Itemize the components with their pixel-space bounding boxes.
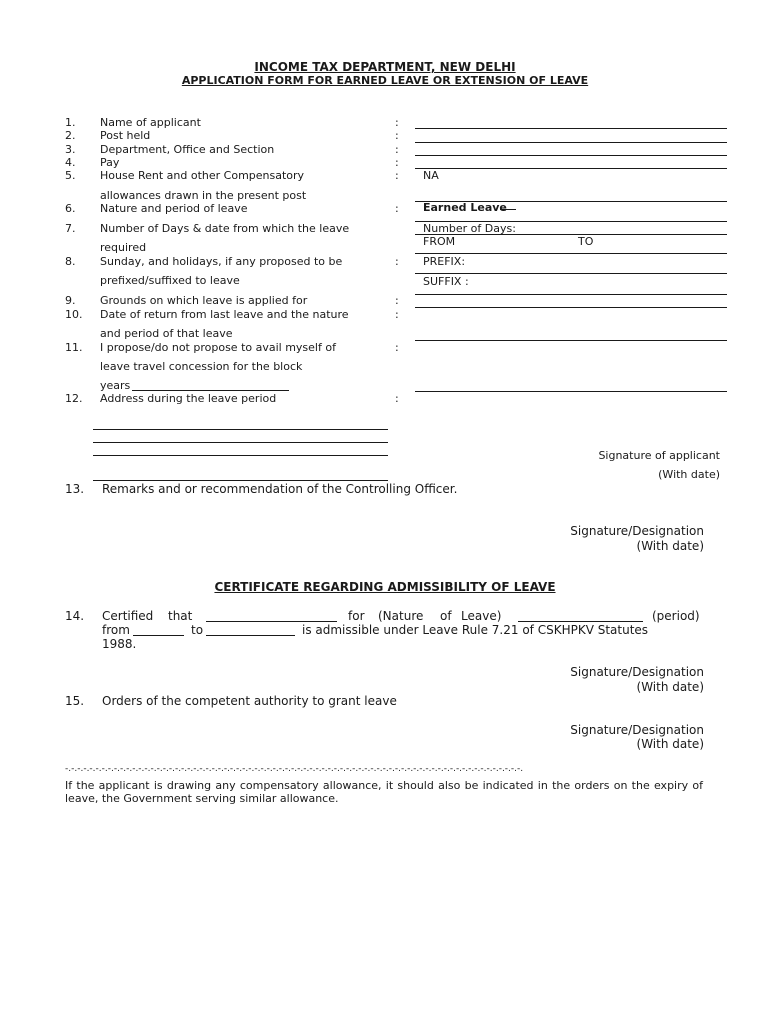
section-13-text: Remarks and or recommendation of the Controlling Officer. <box>102 482 458 496</box>
item-label: Department, Office and Section <box>100 143 275 156</box>
colon: : <box>395 143 399 156</box>
item-number: 12. <box>65 392 83 405</box>
item-label: Pay <box>100 156 120 169</box>
item-number: 8. <box>65 255 76 268</box>
answer-line-ltc[interactable] <box>415 391 727 392</box>
answer-line-post[interactable] <box>415 142 727 143</box>
nature-of-leave-value: Earned Leave <box>423 201 507 214</box>
item-label: Name of applicant <box>100 116 201 129</box>
form-subtitle: APPLICATION FORM FOR EARNED LEAVE OR EXTENSION OF LEAVE <box>181 74 589 87</box>
colon: : <box>395 255 399 268</box>
section-14-number: 14. <box>65 609 85 623</box>
signature-designation: Signature/Designation <box>570 665 704 679</box>
colon: : <box>395 308 399 321</box>
item-number: 9. <box>65 294 76 307</box>
certificate-heading: CERTIFICATE REGARDING ADMISSIBILITY OF LEAVE <box>214 580 556 594</box>
nature-of-leave-strike <box>500 209 516 210</box>
item-label: Sunday, and holidays, if any proposed to be <box>100 255 343 268</box>
address-line[interactable] <box>93 442 388 443</box>
answer-line-grounds[interactable] <box>415 307 727 308</box>
answer-line-return[interactable] <box>415 340 727 341</box>
cert-word: (period) <box>652 609 700 623</box>
item-number: 3. <box>65 143 76 156</box>
from-label: FROM <box>423 235 456 248</box>
colon: : <box>395 294 399 307</box>
section-15-text: Orders of the competent authority to grant leave <box>102 694 397 708</box>
answer-line-prefix[interactable] <box>415 273 727 274</box>
cert-year: 1988. <box>102 637 137 651</box>
dashed-separator: -.-.-.-.-.-.-.-.-.-.-.-.-.-.-.-.-.-.-.-.-.-.-.-.-.-.-.-.-.-.-.-.-.-.-.-.-.-.-.-.-.-.-.-.-.-.-.-.-.-.-.-.-.-.-.-.-.-.-.-.-.-.-.-.-.-.-.-.-.-.-.-.-.-.-. <box>65 764 524 774</box>
item-label: prefixed/suffixed to leave <box>100 274 240 287</box>
item-label: Address during the leave period <box>100 392 277 405</box>
applicant-signature-label: Signature of applicant <box>598 449 720 462</box>
signature-designation: Signature/Designation <box>570 723 704 737</box>
cert-word: from <box>102 623 130 637</box>
form-title: INCOME TAX DEPARTMENT, NEW DELHI <box>254 60 516 74</box>
item-label: leave travel concession for the block <box>100 360 303 373</box>
item-label: I propose/do not propose to avail myself of <box>100 341 336 354</box>
cert-word: of <box>440 609 452 623</box>
item-number: 4. <box>65 156 76 169</box>
item-label: Nature and period of leave <box>100 202 248 215</box>
item-label: Post held <box>100 129 151 142</box>
item-label: Grounds on which leave is applied for <box>100 294 308 307</box>
period-blank[interactable] <box>518 621 643 622</box>
item-number: 6. <box>65 202 76 215</box>
to-date-blank[interactable] <box>206 635 295 636</box>
address-line[interactable] <box>93 480 388 481</box>
answer-line-name[interactable] <box>415 128 727 129</box>
block-years-blank[interactable] <box>132 390 289 391</box>
colon: : <box>395 129 399 142</box>
prefix-label: PREFIX: <box>423 255 466 268</box>
item-label: Number of Days & date from which the leave <box>100 222 350 235</box>
item-label: years <box>100 379 131 392</box>
footer-note: If the applicant is drawing any compensatory allowance, it should also be indicated in the orders on the expiry of leave, the Government serving similar allowance. <box>65 779 703 805</box>
item-number: 11. <box>65 341 83 354</box>
suffix-label: SUFFIX : <box>423 275 469 288</box>
section-13-number: 13. <box>65 482 85 496</box>
item-label: House Rent and other Compensatory <box>100 169 305 182</box>
signature-designation: Signature/Designation <box>570 524 704 538</box>
cert-word: that <box>168 609 193 623</box>
colon: : <box>395 169 399 182</box>
to-label: TO <box>578 235 594 248</box>
item-number: 7. <box>65 222 76 235</box>
colon: : <box>395 341 399 354</box>
signature-with-date: (With date) <box>636 539 704 553</box>
answer-line-pay[interactable] <box>415 168 727 169</box>
item-label: Date of return from last leave and the nature <box>100 308 349 321</box>
answer-line-from-to[interactable] <box>415 253 727 254</box>
allowances-value: NA <box>423 169 439 182</box>
colon: : <box>395 156 399 169</box>
applicant-signature-date: (With date) <box>658 468 720 481</box>
item-number: 10. <box>65 308 83 321</box>
item-number: 1. <box>65 116 76 129</box>
address-line[interactable] <box>93 455 388 456</box>
section-15-number: 15. <box>65 694 85 708</box>
answer-line-suffix[interactable] <box>415 294 727 295</box>
cert-word: for <box>348 609 365 623</box>
cert-word: Certified <box>102 609 154 623</box>
cert-word: is admissible under Leave Rule 7.21 of CSKHPKV Statutes <box>302 623 649 637</box>
colon: : <box>395 392 399 405</box>
item-number: 5. <box>65 169 76 182</box>
number-of-days-label: Number of Days: <box>423 222 516 235</box>
from-date-blank[interactable] <box>133 635 184 636</box>
colon: : <box>395 202 399 215</box>
item-label: and period of that leave <box>100 327 233 340</box>
address-line[interactable] <box>93 429 388 430</box>
cert-word: Leave) <box>461 609 502 623</box>
signature-with-date: (With date) <box>636 737 704 751</box>
item-label: allowances drawn in the present post <box>100 189 307 202</box>
colon: : <box>395 116 399 129</box>
signature-with-date: (With date) <box>636 680 704 694</box>
nature-of-leave-blank[interactable] <box>206 621 337 622</box>
cert-word: (Nature <box>378 609 424 623</box>
item-number: 2. <box>65 129 76 142</box>
answer-line-department[interactable] <box>415 155 727 156</box>
item-label: required <box>100 241 147 254</box>
cert-word: to <box>191 623 204 637</box>
